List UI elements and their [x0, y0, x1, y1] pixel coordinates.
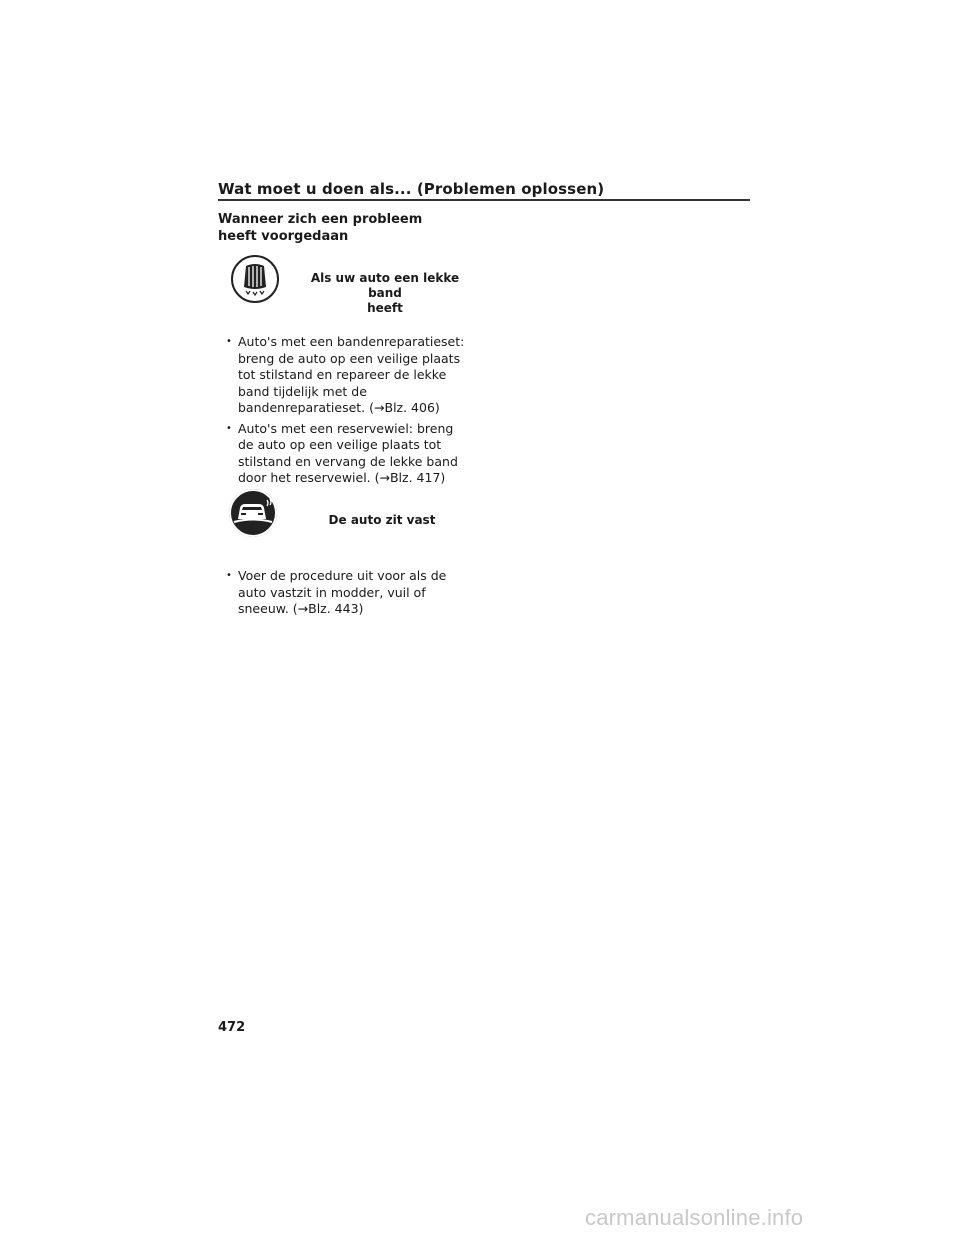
- list-item: [226, 568, 471, 618]
- car-stuck-caption: De auto zit vast: [328, 513, 436, 527]
- page-header-title: Wat moet u doen als... (Problemen oplossen): [218, 180, 605, 198]
- flat-tire-bullet-list: [226, 334, 471, 491]
- arrow-icon: →: [297, 601, 309, 616]
- header-divider: [218, 199, 750, 201]
- page-reference-link[interactable]: Blz. 443): [308, 601, 364, 616]
- arrow-icon: →: [379, 470, 390, 485]
- bullet-text: Voer de procedure uit voor als de auto vastzit in modder, vuil of sneeuw. (: [238, 568, 447, 616]
- page-number: 472: [218, 1020, 246, 1035]
- bullet-text: Auto's met een bandenreparatieset: breng de auto op een veilige plaats tot stilstand en repareer de lekke band tijdelijk met de bandenreparatieset. (: [238, 334, 465, 415]
- list-item: [226, 334, 471, 417]
- section-title: Wanneer zich een probleem heeft voorgedaan: [218, 212, 423, 244]
- caption-line: heeft: [367, 301, 403, 315]
- caption-line: Als uw auto een lekke band: [310, 271, 460, 300]
- flat-tire-caption: [300, 271, 470, 316]
- car-stuck-bullet-list: [226, 568, 471, 622]
- flat-tire-icon: [231, 255, 279, 303]
- arrow-icon: →: [374, 400, 385, 415]
- watermark: carmanualsonline.info: [585, 1205, 804, 1230]
- car-stuck-icon: [229, 489, 277, 537]
- page-reference-link[interactable]: Blz. 406): [384, 400, 440, 415]
- bullet-text: Auto's met een reservewiel: breng de auto op een veilige plaats tot stilstand en vervang de lekke band door het reservewiel. (: [238, 420, 458, 485]
- page-reference-link[interactable]: Blz. 417): [389, 470, 446, 485]
- list-item: [226, 421, 471, 487]
